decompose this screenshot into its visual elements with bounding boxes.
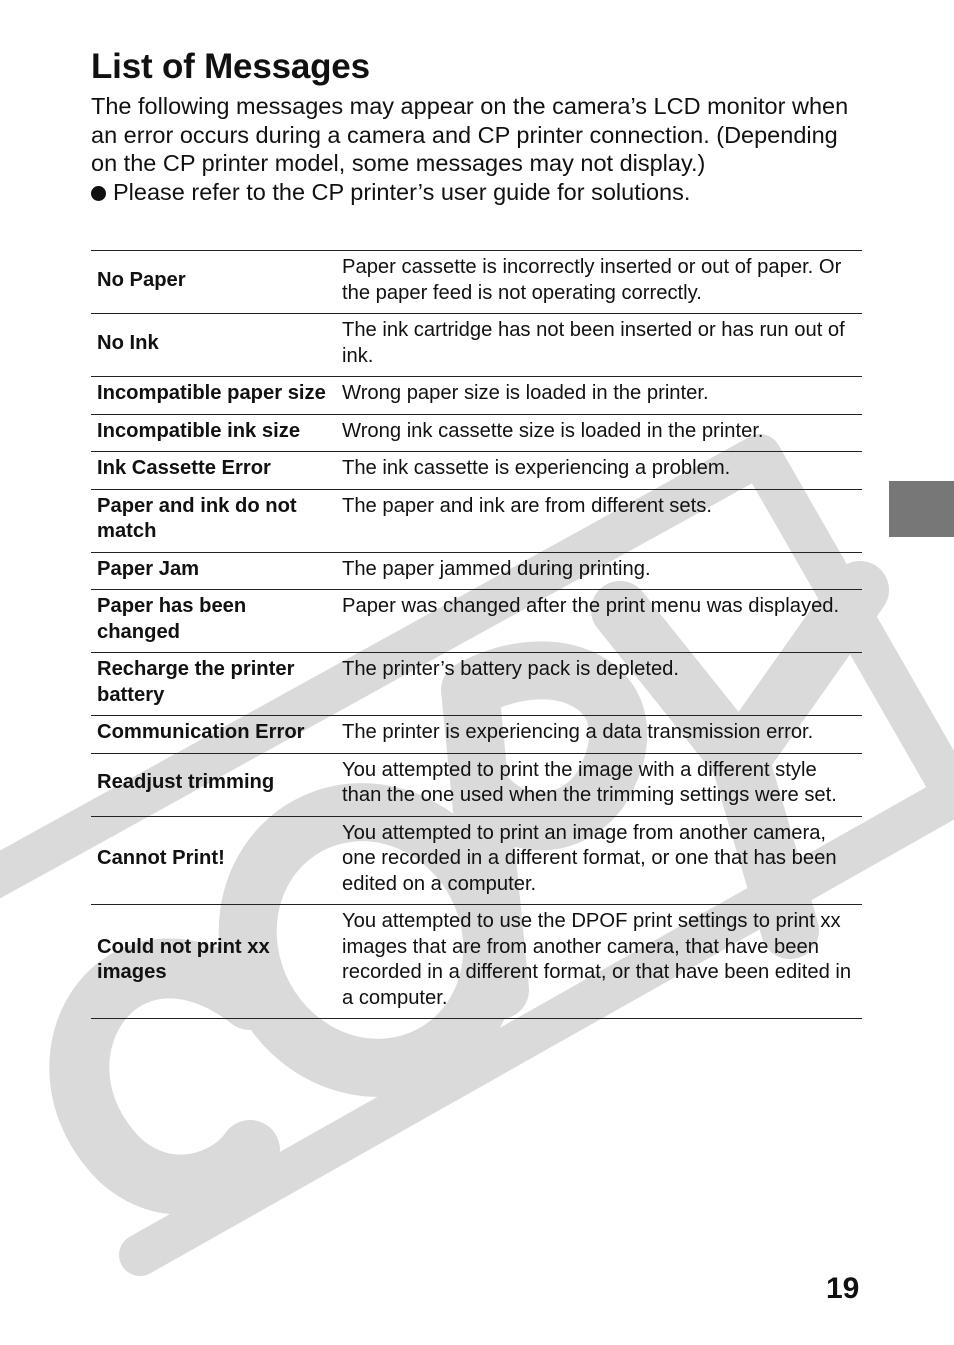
- table-row: [91, 489, 862, 552]
- message-description: You attempted to print an image from another camera, one recorded in a different format, or one that has been edited on a computer.: [336, 816, 862, 905]
- message-description: You attempted to use the DPOF print settings to print xx images that are from another camera, that have been recorded in a different format, or that have been edited in a computer.: [336, 905, 862, 1019]
- table-row: [91, 716, 862, 754]
- table-row: [91, 552, 862, 590]
- message-name: Paper and ink do not match: [91, 489, 336, 552]
- intro-paragraph: The following messages may appear on the camera’s LCD monitor when an error occurs during a camera and CP printer connection. (Depending on the CP printer model, some messages may not display.): [91, 93, 849, 177]
- message-name: Could not print xx images: [91, 905, 336, 1019]
- message-description: Paper was changed after the print menu was displayed.: [336, 590, 862, 653]
- message-description: The ink cartridge has not been inserted or has run out of ink.: [336, 314, 862, 377]
- page-number: 19: [826, 1272, 860, 1305]
- note-line: [91, 178, 862, 207]
- table-row: [91, 251, 862, 314]
- section-tab: [889, 481, 954, 537]
- note-text: Please refer to the CP printer’s user guide for solutions.: [113, 178, 691, 205]
- message-name: Paper has been changed: [91, 590, 336, 653]
- message-name: No Ink: [91, 314, 336, 377]
- table-row: [91, 414, 862, 452]
- message-description: Paper cassette is incorrectly inserted or out of paper. Or the paper feed is not operating correctly.: [336, 251, 862, 314]
- bullet-dot-icon: [91, 186, 106, 201]
- table-row: [91, 377, 862, 415]
- page-content: [91, 44, 862, 1009]
- message-name: No Paper: [91, 251, 336, 314]
- message-name: Recharge the printer battery: [91, 653, 336, 716]
- table-row: [91, 905, 862, 1019]
- message-description: The paper and ink are from different sets.: [336, 489, 862, 552]
- page-title: List of Messages: [91, 47, 370, 86]
- table-row: [91, 452, 862, 490]
- message-name: Cannot Print!: [91, 816, 336, 905]
- message-name: Communication Error: [91, 716, 336, 754]
- table-row: [91, 816, 862, 905]
- table-row: [91, 314, 862, 377]
- message-name: Incompatible ink size: [91, 414, 336, 452]
- message-description: Wrong ink cassette size is loaded in the printer.: [336, 414, 862, 452]
- message-description: The printer’s battery pack is depleted.: [336, 653, 862, 716]
- message-description: You attempted to print the image with a different style than the one used when the trimming settings were set.: [336, 753, 862, 816]
- table-row: [91, 590, 862, 653]
- message-name: Readjust trimming: [91, 753, 336, 816]
- message-description: The paper jammed during printing.: [336, 552, 862, 590]
- messages-table: [91, 250, 862, 1019]
- message-description: The ink cassette is experiencing a problem.: [336, 452, 862, 490]
- message-description: Wrong paper size is loaded in the printer.: [336, 377, 862, 415]
- table-row: [91, 653, 862, 716]
- message-name: Ink Cassette Error: [91, 452, 336, 490]
- table-row: [91, 753, 862, 816]
- message-name: Paper Jam: [91, 552, 336, 590]
- message-description: The printer is experiencing a data transmission error.: [336, 716, 862, 754]
- message-name: Incompatible paper size: [91, 377, 336, 415]
